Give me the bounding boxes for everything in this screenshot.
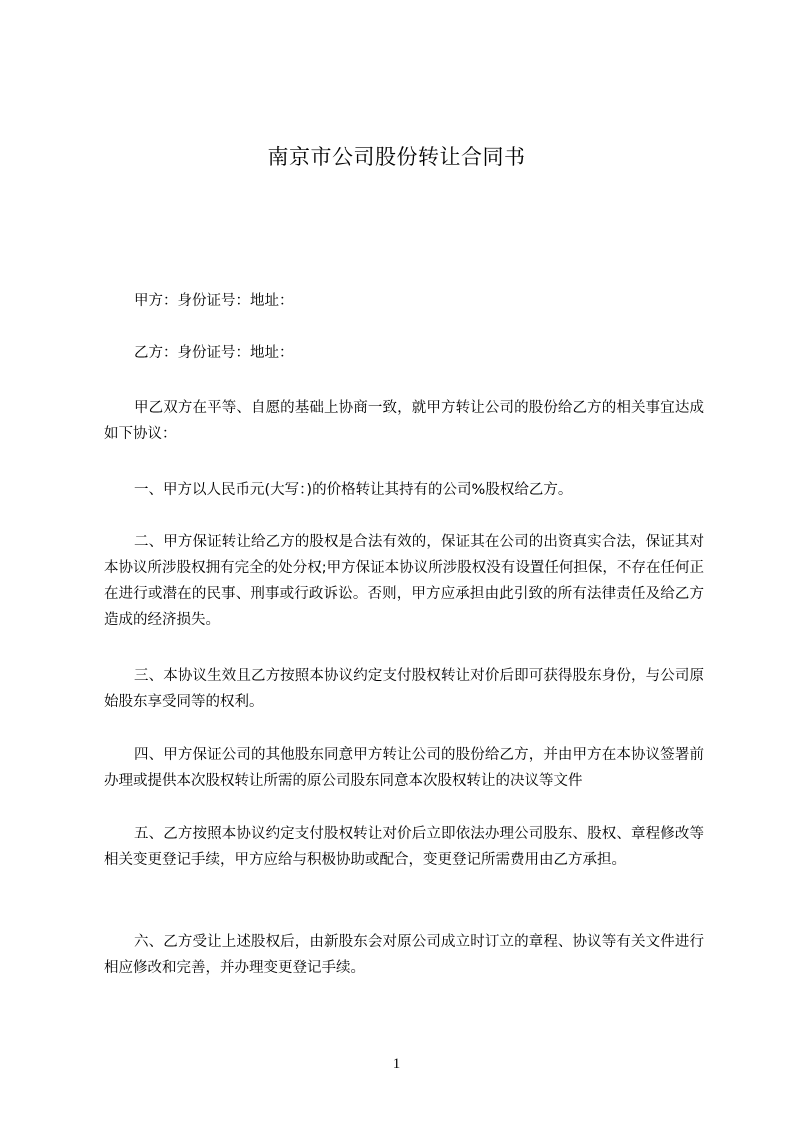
clause-6: 六、乙方受让上述股权后，由新股东会对原公司成立时订立的章程、协议等有关文件进行相应修改和完善，并办理变更登记手续。 — [104, 934, 704, 976]
clause-3: 三、本协议生效且乙方按照本协议约定支付股权转让对价后即可获得股东身份，与公司原始股东享受同等的权利。 — [104, 668, 704, 710]
page-number: 1 — [392, 1056, 401, 1072]
document-title: 南京市公司股份转让合同书 — [267, 145, 526, 169]
party-a-info: 甲方：身份证号：地址： — [134, 293, 294, 309]
preamble-paragraph: 甲乙双方在平等、自愿的基础上协商一致，就甲方转让公司的股份给乙方的相关事宜达成如下协议： — [104, 400, 704, 442]
party-b-info: 乙方：身份证号：地址： — [134, 345, 294, 361]
clause-1: 一、甲方以人民币元(大写：)的价格转让其持有的公司%股权给乙方。 — [134, 482, 573, 498]
clause-2: 二、甲方保证转让给乙方的股权是合法有效的，保证其在公司的出资真实合法，保证其对本协议所涉股权拥有完全的处分权;甲方保证本协议所涉股权没有设置任何担保，不存在任何正在进行或潜在的民事、刑事或行政诉讼。否则，甲方应承担由此引致的所有法律责任及给乙方造成的经济损失。 — [104, 534, 704, 628]
clause-5: 五、乙方按照本协议约定支付股权转让对价后立即依法办理公司股东、股权、章程修改等相关变更登记手续，甲方应给与积极协助或配合，变更登记所需费用由乙方承担。 — [104, 826, 704, 868]
clause-4: 四、甲方保证公司的其他股东同意甲方转让公司的股份给乙方，并由甲方在本协议签署前办理或提供本次股权转让所需的原公司股东同意本次股权转让的决议等文件 — [104, 747, 704, 789]
